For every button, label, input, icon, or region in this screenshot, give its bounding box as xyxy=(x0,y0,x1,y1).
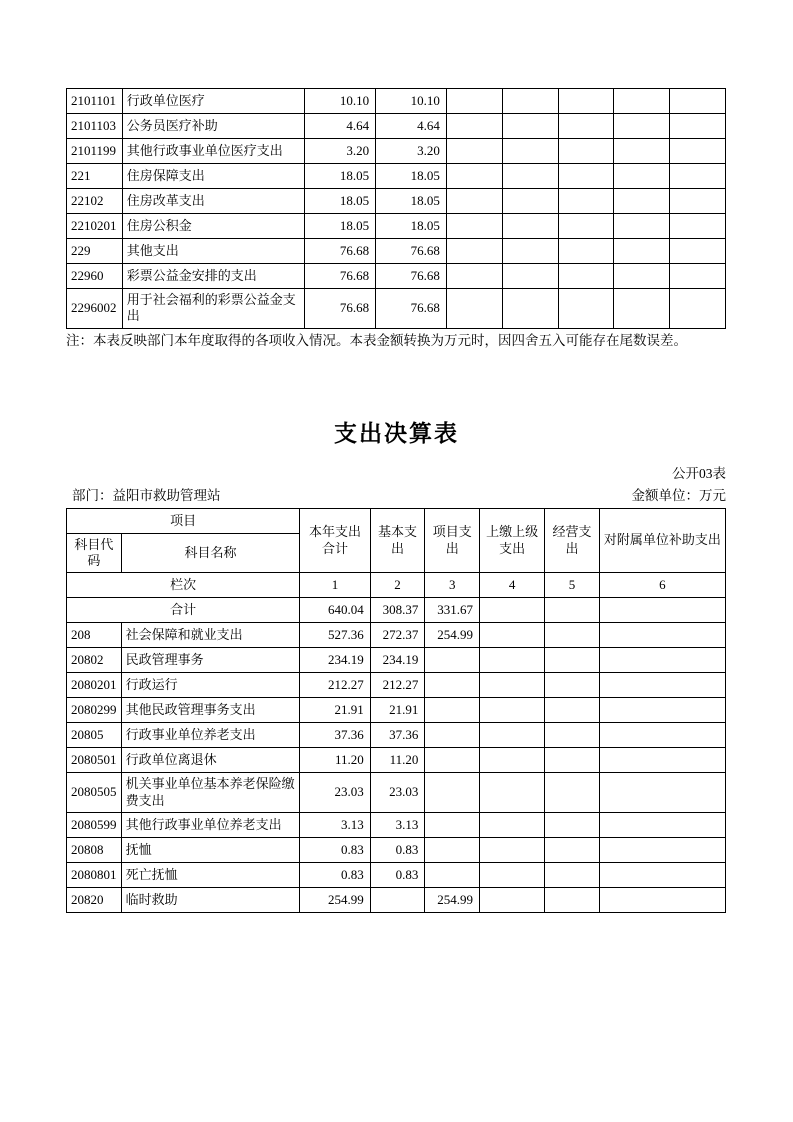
table-row xyxy=(67,623,726,648)
row-code: 20820 xyxy=(67,887,122,912)
row-value xyxy=(599,748,725,773)
row-value xyxy=(670,164,726,189)
row-value: 272.37 xyxy=(370,623,425,648)
row-value xyxy=(545,812,600,837)
row-code: 2080801 xyxy=(67,862,122,887)
row-value xyxy=(502,89,558,114)
row-value xyxy=(558,89,614,114)
row-value: 3.13 xyxy=(370,812,425,837)
row-value xyxy=(614,164,670,189)
row-value: 76.68 xyxy=(305,239,376,264)
row-value xyxy=(599,623,725,648)
row-value: 21.91 xyxy=(370,698,425,723)
row-value xyxy=(480,623,545,648)
row-value xyxy=(614,89,670,114)
row-code: 221 xyxy=(67,164,123,189)
row-value xyxy=(446,89,502,114)
table-row xyxy=(67,164,726,189)
row-value xyxy=(425,773,480,813)
row-code: 20805 xyxy=(67,723,122,748)
row-value: 3.20 xyxy=(376,139,447,164)
row-code: 2101103 xyxy=(67,114,123,139)
table-note: 注：本表反映部门本年度取得的各项收入情况。本表金额转换为万元时，因四舍五入可能存在尾数误差。 xyxy=(66,332,687,348)
row-value: 76.68 xyxy=(376,264,447,289)
total-value: 331.67 xyxy=(425,598,480,623)
row-value xyxy=(599,673,725,698)
form-number: 公开03表 xyxy=(672,465,726,481)
row-value: 18.05 xyxy=(305,189,376,214)
row-value: 234.19 xyxy=(300,648,370,673)
row-value: 23.03 xyxy=(370,773,425,813)
row-name: 临时救助 xyxy=(121,887,300,912)
row-value xyxy=(614,264,670,289)
row-value: 527.36 xyxy=(300,623,370,648)
row-name: 住房公积金 xyxy=(122,214,304,239)
row-value: 76.68 xyxy=(376,289,447,329)
row-value xyxy=(545,648,600,673)
row-value: 11.20 xyxy=(370,748,425,773)
row-name: 其他行政事业单位医疗支出 xyxy=(122,139,304,164)
header-code-col: 科目代码 xyxy=(67,533,122,573)
row-value xyxy=(425,812,480,837)
row-value xyxy=(545,698,600,723)
row-value xyxy=(425,837,480,862)
row-value: 212.27 xyxy=(370,673,425,698)
table-row xyxy=(67,698,726,723)
rank-value: 4 xyxy=(480,573,545,598)
row-value xyxy=(425,862,480,887)
row-code: 2080599 xyxy=(67,812,122,837)
row-value: 0.83 xyxy=(300,862,370,887)
department-label: 部门：益阳市救助管理站 xyxy=(72,487,221,503)
row-value xyxy=(545,673,600,698)
row-value: 10.10 xyxy=(305,89,376,114)
rank-value: 1 xyxy=(300,573,370,598)
header-project-group: 项目 xyxy=(67,508,300,533)
row-value xyxy=(480,837,545,862)
row-value xyxy=(670,89,726,114)
row-value: 10.10 xyxy=(376,89,447,114)
row-code: 229 xyxy=(67,239,123,264)
row-value xyxy=(599,812,725,837)
row-value xyxy=(614,189,670,214)
total-value xyxy=(480,598,545,623)
row-value xyxy=(480,673,545,698)
row-value xyxy=(558,214,614,239)
row-code: 20802 xyxy=(67,648,122,673)
row-value xyxy=(545,887,600,912)
header-col-3: 项目支出 xyxy=(425,508,480,573)
row-code: 2296002 xyxy=(67,289,123,329)
table-row xyxy=(67,887,726,912)
row-value: 3.13 xyxy=(300,812,370,837)
row-name: 行政事业单位养老支出 xyxy=(121,723,300,748)
row-value: 254.99 xyxy=(300,887,370,912)
header-col-5: 经营支出 xyxy=(545,508,600,573)
row-value xyxy=(599,773,725,813)
row-value: 4.64 xyxy=(376,114,447,139)
row-value: 76.68 xyxy=(305,289,376,329)
row-code: 2101101 xyxy=(67,89,123,114)
table-row xyxy=(67,89,726,114)
row-name: 其他行政事业单位养老支出 xyxy=(121,812,300,837)
row-value xyxy=(502,114,558,139)
row-value xyxy=(599,837,725,862)
row-value xyxy=(599,862,725,887)
table-row xyxy=(67,673,726,698)
total-value xyxy=(599,598,725,623)
row-value xyxy=(558,239,614,264)
table-row xyxy=(67,289,726,329)
table-header-row xyxy=(67,508,726,533)
row-name: 行政单位离退休 xyxy=(121,748,300,773)
row-value xyxy=(425,723,480,748)
row-value xyxy=(446,189,502,214)
row-value xyxy=(425,648,480,673)
expenditure-section xyxy=(66,415,727,913)
row-value xyxy=(480,648,545,673)
table-row xyxy=(67,773,726,813)
row-value xyxy=(545,837,600,862)
row-value xyxy=(446,289,502,329)
row-code: 22960 xyxy=(67,264,123,289)
row-value xyxy=(502,239,558,264)
table-row xyxy=(67,139,726,164)
row-value xyxy=(480,723,545,748)
row-value: 18.05 xyxy=(376,189,447,214)
rank-value: 2 xyxy=(370,573,425,598)
header-col-4: 上缴上级支出 xyxy=(480,508,545,573)
row-value xyxy=(670,289,726,329)
row-value: 0.83 xyxy=(370,837,425,862)
row-name: 行政单位医疗 xyxy=(122,89,304,114)
row-value xyxy=(599,887,725,912)
row-name: 其他支出 xyxy=(122,239,304,264)
row-value xyxy=(614,114,670,139)
row-name: 社会保障和就业支出 xyxy=(121,623,300,648)
row-value xyxy=(425,748,480,773)
header-col-2: 基本支出 xyxy=(370,508,425,573)
row-value xyxy=(670,189,726,214)
page-title: 支出决算表 xyxy=(334,419,459,446)
row-value xyxy=(446,164,502,189)
row-value xyxy=(480,812,545,837)
row-value xyxy=(599,648,725,673)
row-name: 机关事业单位基本养老保险缴费支出 xyxy=(121,773,300,813)
table-row xyxy=(67,748,726,773)
row-value xyxy=(670,239,726,264)
row-value xyxy=(502,289,558,329)
row-value: 37.36 xyxy=(300,723,370,748)
row-value xyxy=(670,264,726,289)
rank-label: 栏次 xyxy=(67,573,300,598)
row-value xyxy=(670,114,726,139)
table-row xyxy=(67,189,726,214)
row-value: 3.20 xyxy=(305,139,376,164)
row-value xyxy=(558,289,614,329)
row-value xyxy=(614,239,670,264)
row-value: 76.68 xyxy=(376,239,447,264)
row-name: 抚恤 xyxy=(121,837,300,862)
row-value xyxy=(558,264,614,289)
header-name-col: 科目名称 xyxy=(121,533,300,573)
row-value: 23.03 xyxy=(300,773,370,813)
row-name: 死亡抚恤 xyxy=(121,862,300,887)
row-value xyxy=(425,673,480,698)
row-value xyxy=(545,623,600,648)
row-value xyxy=(558,164,614,189)
table-row xyxy=(67,837,726,862)
row-value xyxy=(446,239,502,264)
row-value: 18.05 xyxy=(376,214,447,239)
table-total-row xyxy=(67,598,726,623)
row-value xyxy=(670,139,726,164)
row-value: 234.19 xyxy=(370,648,425,673)
table-row xyxy=(67,723,726,748)
row-code: 2080299 xyxy=(67,698,122,723)
row-value xyxy=(480,748,545,773)
table-row xyxy=(67,264,726,289)
row-value xyxy=(502,139,558,164)
table-row xyxy=(67,239,726,264)
row-value xyxy=(480,773,545,813)
row-name: 住房改革支出 xyxy=(122,189,304,214)
rank-value: 3 xyxy=(425,573,480,598)
row-value xyxy=(446,114,502,139)
row-value xyxy=(502,264,558,289)
row-code: 2080505 xyxy=(67,773,122,813)
row-value xyxy=(614,139,670,164)
row-code: 2101199 xyxy=(67,139,123,164)
row-value xyxy=(545,723,600,748)
row-value xyxy=(446,214,502,239)
row-code: 2080201 xyxy=(67,673,122,698)
row-name: 其他民政管理事务支出 xyxy=(121,698,300,723)
row-code: 22102 xyxy=(67,189,123,214)
row-value: 76.68 xyxy=(305,264,376,289)
row-code: 20808 xyxy=(67,837,122,862)
row-value xyxy=(502,189,558,214)
expenditure-table xyxy=(66,508,726,913)
row-value: 18.05 xyxy=(305,164,376,189)
row-name: 用于社会福利的彩票公益金支出 xyxy=(122,289,304,329)
row-code: 2080501 xyxy=(67,748,122,773)
row-value xyxy=(599,723,725,748)
row-value: 254.99 xyxy=(425,623,480,648)
table-row xyxy=(67,114,726,139)
row-name: 住房保障支出 xyxy=(122,164,304,189)
row-value xyxy=(614,214,670,239)
table-rank-row xyxy=(67,573,726,598)
row-value xyxy=(599,698,725,723)
row-name: 行政运行 xyxy=(121,673,300,698)
row-value xyxy=(502,164,558,189)
row-value: 254.99 xyxy=(425,887,480,912)
row-value: 212.27 xyxy=(300,673,370,698)
row-value xyxy=(545,862,600,887)
row-value: 18.05 xyxy=(305,214,376,239)
table-row xyxy=(67,812,726,837)
row-value xyxy=(558,114,614,139)
row-value xyxy=(425,698,480,723)
header-col-1: 本年支出合计 xyxy=(300,508,370,573)
row-value xyxy=(370,887,425,912)
table-row xyxy=(67,648,726,673)
total-label: 合计 xyxy=(67,598,300,623)
row-value: 18.05 xyxy=(376,164,447,189)
row-value: 0.83 xyxy=(300,837,370,862)
row-code: 208 xyxy=(67,623,122,648)
rank-value: 5 xyxy=(545,573,600,598)
row-value: 0.83 xyxy=(370,862,425,887)
row-value: 4.64 xyxy=(305,114,376,139)
row-name: 彩票公益金安排的支出 xyxy=(122,264,304,289)
row-value xyxy=(480,862,545,887)
rank-value: 6 xyxy=(599,573,725,598)
total-value: 308.37 xyxy=(370,598,425,623)
header-col-6: 对附属单位补助支出 xyxy=(599,508,725,573)
row-value xyxy=(545,773,600,813)
row-value: 21.91 xyxy=(300,698,370,723)
row-value: 37.36 xyxy=(370,723,425,748)
row-value: 11.20 xyxy=(300,748,370,773)
row-code: 2210201 xyxy=(67,214,123,239)
income-table-continued xyxy=(66,88,726,329)
row-value xyxy=(558,189,614,214)
row-value xyxy=(446,139,502,164)
table-row xyxy=(67,862,726,887)
table-row xyxy=(67,214,726,239)
row-name: 公务员医疗补助 xyxy=(122,114,304,139)
row-value xyxy=(545,748,600,773)
unit-label: 金额单位：万元 xyxy=(631,487,726,503)
row-value xyxy=(480,887,545,912)
total-value xyxy=(545,598,600,623)
row-name: 民政管理事务 xyxy=(121,648,300,673)
row-value xyxy=(502,214,558,239)
row-value xyxy=(614,289,670,329)
row-value xyxy=(480,698,545,723)
row-value xyxy=(558,139,614,164)
row-value xyxy=(446,264,502,289)
total-value: 640.04 xyxy=(300,598,370,623)
row-value xyxy=(670,214,726,239)
